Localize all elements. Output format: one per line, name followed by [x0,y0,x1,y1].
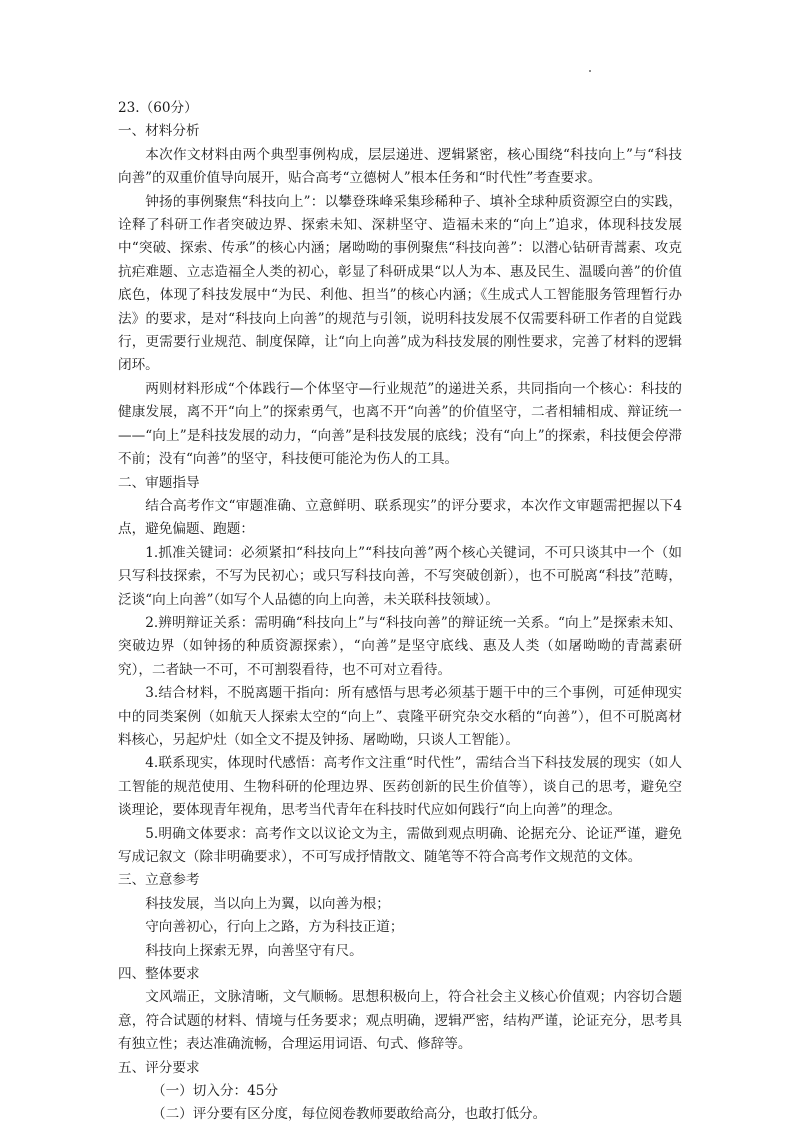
guidance-item: 5.明确文体要求：高考作文以议论文为主，需做到观点明确、论据充分、论证严谨，避免写成记叙文（除非明确要求），不可写成抒情散文、随笔等不符合高考作文规范的文体。 [118,825,682,865]
guidance-item: 3.结合材料，不脱离题干指向：所有感悟与思考必须基于题干中的三个事例，可延伸现实中的同类案例（如航天人探索太空的“向上”、袁隆平研究杂交水稻的“向善”），但不可脱离材料核心，另起炉灶（如全文不提及钟扬、屠呦呦，只谈人工智能）。 [118,685,682,748]
theme-idea: 科技发展，当以向上为翼，以向善为根； [145,895,390,912]
theme-idea: 守向善初心，行向上之路，方为科技正道； [145,919,404,936]
scoring-rule: （一）切入分：45分 [152,1083,279,1100]
section-topic-guidance [118,472,682,870]
section-title: 一、材料分析 [118,123,200,140]
scoring-rule: （二）评分要有区分度，每位阅卷教师要敢给高分，也敢打低分。 [152,1106,547,1123]
document-page [118,97,682,1127]
section-title: 三、立意参考 [118,872,200,889]
theme-idea: 科技向上探索无界，向善坚守有尺。 [145,942,363,959]
section-material-analysis [118,120,682,471]
paragraph: 文风端正，文脉清晰，文气顺畅。思想积极向上，符合社会主义核心价值观；内容切合题意，符合试题的材料、情境与任务要求；观点明确，逻辑严密，结构严谨，论证充分，思考具有独立性；表达准确流畅，合理运用词语、句式、修辞等。 [118,989,682,1053]
question-header: 23.（60分） [118,100,198,116]
section-theme-reference [118,869,682,963]
guidance-item: 4.联系现实，体现时代感悟：高考作文注重“时代性”，需结合当下科技发展的现实（如人工智能的规范使用、生物科研的伦理边界、医药创新的民生价值等），谈自己的思考，避免空谈理论，要体现青年视角，思考当代青年在科技时代应如何践行“向上向善”的理念。 [118,755,682,819]
guidance-item: 2.辨明辩证关系：需明确“科技向上”与“科技向善”的辩证统一关系。“向上”是探索未知、突破边界（如钟扬的种质资源探索），“向善”是坚守底线、惠及人类（如屠呦呦的青蒿素研究），二者缺一不可，不可割裂看待，也不可对立看待。 [118,614,682,678]
paragraph: 结合高考作文“审题准确、立意鲜明、联系现实”的评分要求，本次作文审题需把握以下4点，避免偏题、跑题： [118,497,682,538]
section-title: 二、审题指导 [118,474,200,491]
section-overall-requirements [118,963,682,1057]
scan-dot-top [589,70,591,72]
section-scoring-requirements [118,1057,682,1127]
section-title: 四、整体要求 [118,966,200,983]
guidance-item: 1.抓准关键词：必须紧扣“科技向上”“科技向善”两个核心关键词，不可只谈其中一个（如只写科技探索，不写为民初心；或只写科技向善，不写突破创新），也不可脱离“科技”范畴，泛谈“向上向善”（如写个人品德的向上向善，未关联科技领域）。 [118,544,682,608]
paragraph: 两则材料形成“个体践行—个体坚守—行业规范”的递进关系，共同指向一个核心：科技的健康发展，离不开“向上”的探索勇气，也离不开“向善”的价值坚守，二者相辅相成、辩证统一——“向上”是科技发展的动力，“向善”是科技发展的底线；没有“向上”的探索，科技便会停滞不前；没有“向善”的坚守，科技便可能沦为伤人的工具。 [118,380,682,468]
section-title: 五、评分要求 [118,1059,200,1076]
paragraph: 钟扬的事例聚焦“科技向上”：以攀登珠峰采集珍稀种子、填补全球种质资源空白的实践，诠释了科研工作者突破边界、探索未知、深耕坚守、造福未来的“向上”追求，体现科技发展中“突破、探索、传承”的核心内涵；屠呦呦的事例聚焦“科技向善”：以潜心钻研青蒿素、攻克抗疟难题、立志造福全人类的初心，彰显了科研成果“以人为本、惠及民生、温暖向善”的价值底色，体现了科技发展中“为民、利他、担当”的核心内涵；《生成式人工智能服务管理暂行办法》的要求，是对“科技向上向善”的规范与引领，说明科技发展不仅需要科研工作者的自觉践行，更需要行业规范、制度保障，让“向上向善”成为科技发展的刚性要求，完善了材料的逻辑闭环。 [118,193,682,374]
paragraph: 本次作文材料由两个典型事例构成，层层递进、逻辑紧密，核心围绕“科技向上”与“科技向善”的双重价值导向展开，贴合高考“立德树人”根本任务和“时代性”考查要求。 [118,146,682,187]
